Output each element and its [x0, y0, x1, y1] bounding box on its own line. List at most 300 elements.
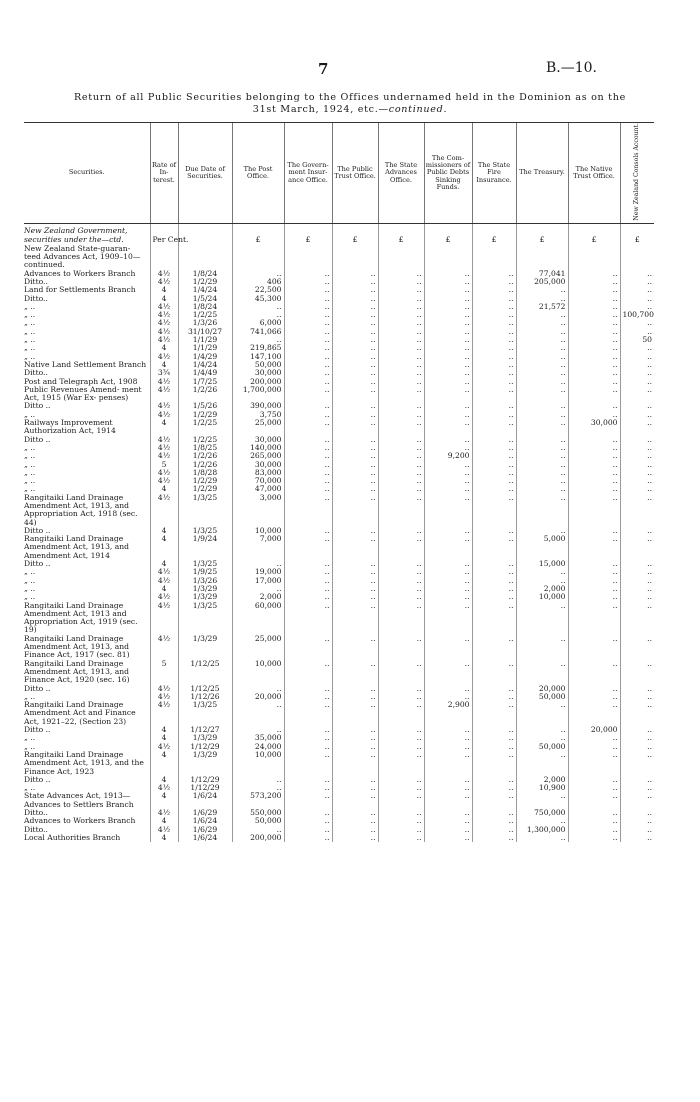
amount-cell: ..: [516, 817, 568, 825]
amount-cell: ..: [472, 344, 516, 352]
table-row: [24, 336, 654, 344]
amount-cell: ..: [332, 593, 378, 601]
amount-cell: 10,000: [232, 527, 284, 535]
due-date-cell: 1/2/29: [178, 278, 232, 286]
rate-cell: 4: [150, 535, 178, 560]
table-row: [24, 602, 654, 635]
due-date-cell: 1/3/26: [178, 319, 232, 327]
amount-cell: ..: [424, 734, 472, 742]
security-name: „ ..: [24, 575, 36, 585]
amount-cell: ..: [424, 295, 472, 303]
amount-cell: ..: [568, 411, 620, 419]
amount-cell: ..: [332, 494, 378, 527]
security-name: „ ..: [24, 459, 36, 469]
amount-cell: ..: [620, 560, 654, 568]
amount-cell: ..: [620, 319, 654, 327]
table-row: [24, 635, 654, 660]
amount-cell: ..: [332, 311, 378, 319]
amount-cell: ..: [332, 461, 378, 469]
amount-cell: 140,000: [232, 444, 284, 452]
table-row: [24, 834, 654, 842]
amount-cell: ..: [568, 270, 620, 278]
amount-cell: ..: [472, 784, 516, 792]
amount-cell: ..: [472, 477, 516, 485]
amount-cell: ..: [620, 361, 654, 369]
amount-cell: 2,000: [516, 585, 568, 593]
rate-cell: 4: [150, 344, 178, 352]
amount-cell: ..: [424, 444, 472, 452]
due-date-cell: 1/3/29: [178, 734, 232, 742]
unit-rate: Per Cent.: [150, 223, 178, 245]
amount-cell: ..: [424, 826, 472, 834]
amount-cell: ..: [620, 743, 654, 751]
amount-cell: ..: [568, 336, 620, 344]
amount-cell: 2,900: [424, 701, 472, 726]
amount-cell: 50,000: [232, 817, 284, 825]
amount-cell: ..: [620, 328, 654, 336]
amount-cell: ..: [516, 369, 568, 377]
amount-cell: 2,000: [516, 776, 568, 784]
amount-cell: ..: [620, 535, 654, 560]
amount-cell: ..: [568, 560, 620, 568]
table-row: [24, 568, 654, 576]
amount-cell: ..: [620, 494, 654, 527]
amount-cell: ..: [620, 477, 654, 485]
amount-cell: ..: [620, 386, 654, 403]
rate-cell: 4: [150, 834, 178, 842]
amount-cell: ..: [378, 303, 424, 311]
amount-cell: ..: [516, 295, 568, 303]
table-row: [24, 560, 654, 568]
amount-cell: 7,000: [232, 535, 284, 560]
amount-cell: ..: [472, 295, 516, 303]
due-date-cell: 1/6/29: [178, 809, 232, 817]
due-date-cell: 1/8/28: [178, 469, 232, 477]
amount-cell: ..: [516, 411, 568, 419]
amount-cell: ..: [516, 527, 568, 535]
table-row: [24, 726, 654, 734]
security-name: „ ..: [24, 301, 36, 311]
amount-cell: ..: [424, 560, 472, 568]
amount-cell: 205,000: [516, 278, 568, 286]
amount-cell: ..: [424, 419, 472, 436]
due-date-cell: 1/3/25: [178, 494, 232, 527]
title-continued: —continued.: [378, 104, 448, 115]
rate-cell: 5: [150, 461, 178, 469]
amount-cell: ..: [332, 278, 378, 286]
rate-cell: 4: [150, 361, 178, 369]
due-date-cell: 1/3/25: [178, 701, 232, 726]
amount-cell: ..: [516, 344, 568, 352]
security-name: Ditto ..: [24, 683, 51, 693]
amount-cell: ..: [568, 809, 620, 817]
amount-cell: ..: [472, 527, 516, 535]
table-row: [24, 328, 654, 336]
amount-cell: ..: [568, 353, 620, 361]
amount-cell: ..: [284, 743, 332, 751]
amount-cell: ..: [620, 593, 654, 601]
amount-cell: ..: [620, 577, 654, 585]
amount-cell: ..: [472, 353, 516, 361]
amount-cell: ..: [620, 419, 654, 436]
due-date-cell: 1/3/29: [178, 593, 232, 601]
amount-cell: ..: [568, 834, 620, 842]
amount-cell: ..: [472, 452, 516, 460]
due-date-cell: 1/2/29: [178, 411, 232, 419]
amount-cell: ..: [378, 817, 424, 825]
amount-cell: ..: [620, 411, 654, 419]
amount-cell: 25,000: [232, 419, 284, 436]
rate-cell: 4½: [150, 328, 178, 336]
amount-cell: ..: [378, 743, 424, 751]
amount-cell: ..: [378, 402, 424, 410]
table-row: [24, 494, 654, 527]
col-state-fire: The State Fire Insurance.: [472, 123, 516, 224]
due-date-cell: 1/2/26: [178, 386, 232, 403]
unit-pound: £: [284, 223, 332, 245]
amount-cell: ..: [378, 635, 424, 660]
rate-cell: 4½: [150, 303, 178, 311]
amount-cell: ..: [378, 834, 424, 842]
amount-cell: ..: [378, 270, 424, 278]
amount-cell: ..: [620, 660, 654, 685]
rate-cell: 4½: [150, 685, 178, 693]
amount-cell: 10,000: [232, 660, 284, 685]
due-date-cell: 1/3/25: [178, 560, 232, 568]
amount-cell: ..: [568, 344, 620, 352]
page-number: 7: [318, 60, 329, 78]
amount-cell: ..: [472, 270, 516, 278]
amount-cell: ..: [516, 461, 568, 469]
amount-cell: 741,066: [232, 328, 284, 336]
amount-cell: ..: [472, 436, 516, 444]
due-date-cell: 1/12/27: [178, 726, 232, 734]
amount-cell: ..: [284, 286, 332, 294]
due-date-cell: 1/2/25: [178, 311, 232, 319]
amount-cell: ..: [232, 726, 284, 734]
amount-cell: ..: [284, 328, 332, 336]
amount-cell: 15,000: [516, 560, 568, 568]
amount-cell: ..: [232, 585, 284, 593]
col-consols-label: New Zealand Consols Account.: [633, 123, 641, 221]
amount-cell: ..: [472, 577, 516, 585]
amount-cell: ..: [620, 378, 654, 386]
rate-cell: 4: [150, 286, 178, 294]
amount-cell: ..: [568, 527, 620, 535]
amount-cell: ..: [568, 369, 620, 377]
amount-cell: ..: [620, 469, 654, 477]
rate-cell: 4½: [150, 593, 178, 601]
amount-cell: ..: [568, 303, 620, 311]
table-row: [24, 311, 654, 319]
table-row: [24, 792, 654, 809]
amount-cell: ..: [424, 469, 472, 477]
due-date-cell: 1/12/29: [178, 776, 232, 784]
amount-cell: ..: [620, 485, 654, 493]
amount-cell: ..: [378, 319, 424, 327]
amount-cell: ..: [424, 527, 472, 535]
amount-cell: ..: [472, 701, 516, 726]
amount-cell: ..: [568, 286, 620, 294]
amount-cell: ..: [472, 585, 516, 593]
due-date-cell: 1/3/29: [178, 635, 232, 660]
rate-cell: 4½: [150, 568, 178, 576]
amount-cell: ..: [472, 286, 516, 294]
amount-cell: ..: [568, 602, 620, 635]
amount-cell: ..: [378, 593, 424, 601]
amount-cell: ..: [284, 402, 332, 410]
amount-cell: ..: [472, 535, 516, 560]
due-date-cell: 1/6/24: [178, 792, 232, 809]
amount-cell: ..: [568, 585, 620, 593]
amount-cell: ..: [568, 776, 620, 784]
amount-cell: ..: [620, 270, 654, 278]
rate-cell: 5: [150, 660, 178, 685]
unit-pound: £: [332, 223, 378, 245]
rate-cell: 4½: [150, 784, 178, 792]
amount-cell: ..: [472, 776, 516, 784]
amount-cell: ..: [620, 369, 654, 377]
amount-cell: ..: [568, 784, 620, 792]
rate-cell: 4: [150, 817, 178, 825]
rate-cell: 4½: [150, 701, 178, 726]
amount-cell: ..: [568, 386, 620, 403]
amount-cell: 390,000: [232, 402, 284, 410]
amount-cell: ..: [332, 784, 378, 792]
amount-cell: ..: [472, 411, 516, 419]
col-public-trust: The Public Trust Office.: [332, 123, 378, 224]
security-name: Ditto..: [24, 824, 48, 834]
amount-cell: ..: [378, 361, 424, 369]
amount-cell: 30,000: [232, 461, 284, 469]
security-name: „ ..: [24, 442, 36, 452]
unit-pound: £: [516, 223, 568, 245]
amount-cell: ..: [284, 834, 332, 842]
amount-cell: ..: [516, 378, 568, 386]
amount-cell: ..: [620, 568, 654, 576]
amount-cell: ..: [620, 693, 654, 701]
amount-cell: ..: [516, 452, 568, 460]
amount-cell: ..: [332, 817, 378, 825]
amount-cell: ..: [332, 826, 378, 834]
security-name: Rangitaiki Land Drainage Amendment Act, 1913, and Appropriation Act, 1918 (sec. 44): [24, 492, 138, 527]
amount-cell: ..: [378, 386, 424, 403]
amount-cell: ..: [620, 436, 654, 444]
amount-cell: ..: [332, 469, 378, 477]
amount-cell: ..: [568, 751, 620, 776]
security-name: „ ..: [24, 351, 36, 361]
page-reference: B.—10.: [546, 60, 598, 76]
amount-cell: ..: [620, 751, 654, 776]
amount-cell: ..: [620, 527, 654, 535]
unit-pound: £: [568, 223, 620, 245]
amount-cell: ..: [620, 402, 654, 410]
amount-cell: ..: [620, 685, 654, 693]
header-row: [24, 123, 654, 224]
amount-cell: ..: [516, 386, 568, 403]
amount-cell: ..: [284, 353, 332, 361]
amount-cell: ..: [332, 303, 378, 311]
amount-cell: ..: [232, 560, 284, 568]
table-row: [24, 461, 654, 469]
amount-cell: ..: [472, 826, 516, 834]
security-name: Rangitaiki Land Drainage Amendment Act and Finance Act, 1921–22, (Section 23): [24, 700, 136, 726]
col-post-office: The Post Office.: [232, 123, 284, 224]
amount-cell: ..: [232, 701, 284, 726]
amount-cell: ..: [332, 693, 378, 701]
security-name: Rangitaiki Land Drainage Amendment Act, 1913, and the Finance Act, 1923: [24, 749, 144, 776]
amount-cell: ..: [516, 402, 568, 410]
col-state-advances: The State Advances Office.: [378, 123, 424, 224]
amount-cell: ..: [332, 776, 378, 784]
amount-cell: ..: [568, 278, 620, 286]
amount-cell: ..: [284, 535, 332, 560]
amount-cell: ..: [472, 792, 516, 809]
amount-cell: 100,700: [620, 311, 654, 319]
amount-cell: ..: [516, 419, 568, 436]
security-name: Ditto ..: [24, 725, 51, 735]
amount-cell: ..: [568, 452, 620, 460]
amount-cell: ..: [424, 270, 472, 278]
amount-cell: ..: [378, 826, 424, 834]
security-name: Local Authorities Branch: [24, 832, 121, 842]
due-date-cell: 1/6/24: [178, 817, 232, 825]
due-date-cell: 1/9/25: [178, 568, 232, 576]
col-treasury: The Treasury.: [516, 123, 568, 224]
amount-cell: ..: [620, 776, 654, 784]
amount-cell: ..: [568, 436, 620, 444]
amount-cell: ..: [378, 751, 424, 776]
amount-cell: ..: [516, 577, 568, 585]
amount-cell: ..: [284, 336, 332, 344]
amount-cell: ..: [568, 295, 620, 303]
amount-cell: ..: [472, 328, 516, 336]
amount-cell: ..: [332, 834, 378, 842]
due-date-cell: 1/3/29: [178, 751, 232, 776]
table-row: [24, 660, 654, 685]
due-date-cell: 1/3/25: [178, 527, 232, 535]
amount-cell: ..: [284, 344, 332, 352]
amount-cell: ..: [284, 577, 332, 585]
rate-cell: 4½: [150, 270, 178, 278]
amount-cell: ..: [620, 701, 654, 726]
amount-cell: 30,000: [232, 436, 284, 444]
amount-cell: ..: [378, 278, 424, 286]
amount-cell: ..: [516, 485, 568, 493]
amount-cell: ..: [424, 361, 472, 369]
amount-cell: ..: [568, 635, 620, 660]
amount-cell: ..: [378, 577, 424, 585]
due-date-cell: 1/8/24: [178, 270, 232, 278]
amount-cell: ..: [472, 386, 516, 403]
amount-cell: ..: [424, 751, 472, 776]
amount-cell: ..: [424, 776, 472, 784]
amount-cell: ..: [424, 436, 472, 444]
amount-cell: ..: [516, 286, 568, 294]
amount-cell: 10,000: [516, 593, 568, 601]
rate-cell: 4: [150, 792, 178, 809]
amount-cell: ..: [620, 278, 654, 286]
amount-cell: ..: [232, 784, 284, 792]
amount-cell: ..: [332, 444, 378, 452]
amount-cell: ..: [424, 353, 472, 361]
due-date-cell: 1/12/25: [178, 685, 232, 693]
amount-cell: ..: [378, 369, 424, 377]
amount-cell: ..: [620, 809, 654, 817]
amount-cell: ..: [284, 734, 332, 742]
amount-cell: ..: [472, 635, 516, 660]
amount-cell: ..: [424, 311, 472, 319]
amount-cell: ..: [568, 577, 620, 585]
rate-cell: 4½: [150, 311, 178, 319]
amount-cell: ..: [516, 751, 568, 776]
amount-cell: ..: [516, 602, 568, 635]
amount-cell: ..: [516, 311, 568, 319]
rate-cell: 4: [150, 560, 178, 568]
security-name: „ ..: [24, 335, 36, 345]
amount-cell: ..: [620, 444, 654, 452]
amount-cell: ..: [332, 361, 378, 369]
amount-cell: ..: [472, 494, 516, 527]
due-date-cell: 1/2/25: [178, 436, 232, 444]
security-name: „ ..: [24, 691, 36, 701]
table-row: [24, 419, 654, 436]
amount-cell: ..: [620, 834, 654, 842]
amount-cell: ..: [332, 660, 378, 685]
amount-cell: 20,000: [568, 726, 620, 734]
amount-cell: ..: [516, 701, 568, 726]
amount-cell: ..: [284, 411, 332, 419]
amount-cell: ..: [424, 303, 472, 311]
security-name: „ ..: [24, 343, 36, 353]
amount-cell: ..: [568, 568, 620, 576]
rate-cell: 4½: [150, 693, 178, 701]
amount-cell: ..: [620, 792, 654, 809]
amount-cell: ..: [284, 660, 332, 685]
title-date: 31st March, 1924, etc.: [252, 104, 379, 115]
amount-cell: ..: [284, 444, 332, 452]
amount-cell: ..: [516, 660, 568, 685]
amount-cell: ..: [516, 469, 568, 477]
amount-cell: ..: [424, 461, 472, 469]
rate-cell: 4½: [150, 444, 178, 452]
amount-cell: ..: [232, 270, 284, 278]
amount-cell: 550,000: [232, 809, 284, 817]
rate-cell: 4: [150, 726, 178, 734]
amount-cell: ..: [332, 386, 378, 403]
amount-cell: ..: [284, 469, 332, 477]
amount-cell: 47,000: [232, 485, 284, 493]
amount-cell: ..: [332, 701, 378, 726]
security-name: Land for Settlements Branch: [24, 285, 136, 295]
amount-cell: ..: [378, 809, 424, 817]
amount-cell: ..: [516, 726, 568, 734]
amount-cell: ..: [284, 452, 332, 460]
rate-cell: 4: [150, 419, 178, 436]
rate-cell: 4½: [150, 436, 178, 444]
amount-cell: ..: [568, 402, 620, 410]
rate-cell: 4½: [150, 411, 178, 419]
security-name: Rangitaiki Land Drainage Amendment Act, 1913, and Finance Act, 1920 (sec. 16): [24, 658, 130, 685]
amount-cell: ..: [284, 361, 332, 369]
security-name: Post and Telegraph Act, 1908: [24, 376, 138, 386]
amount-cell: ..: [284, 792, 332, 809]
amount-cell: ..: [472, 560, 516, 568]
amount-cell: ..: [232, 826, 284, 834]
amount-cell: ..: [516, 734, 568, 742]
amount-cell: ..: [568, 461, 620, 469]
security-name: „ ..: [24, 310, 36, 320]
